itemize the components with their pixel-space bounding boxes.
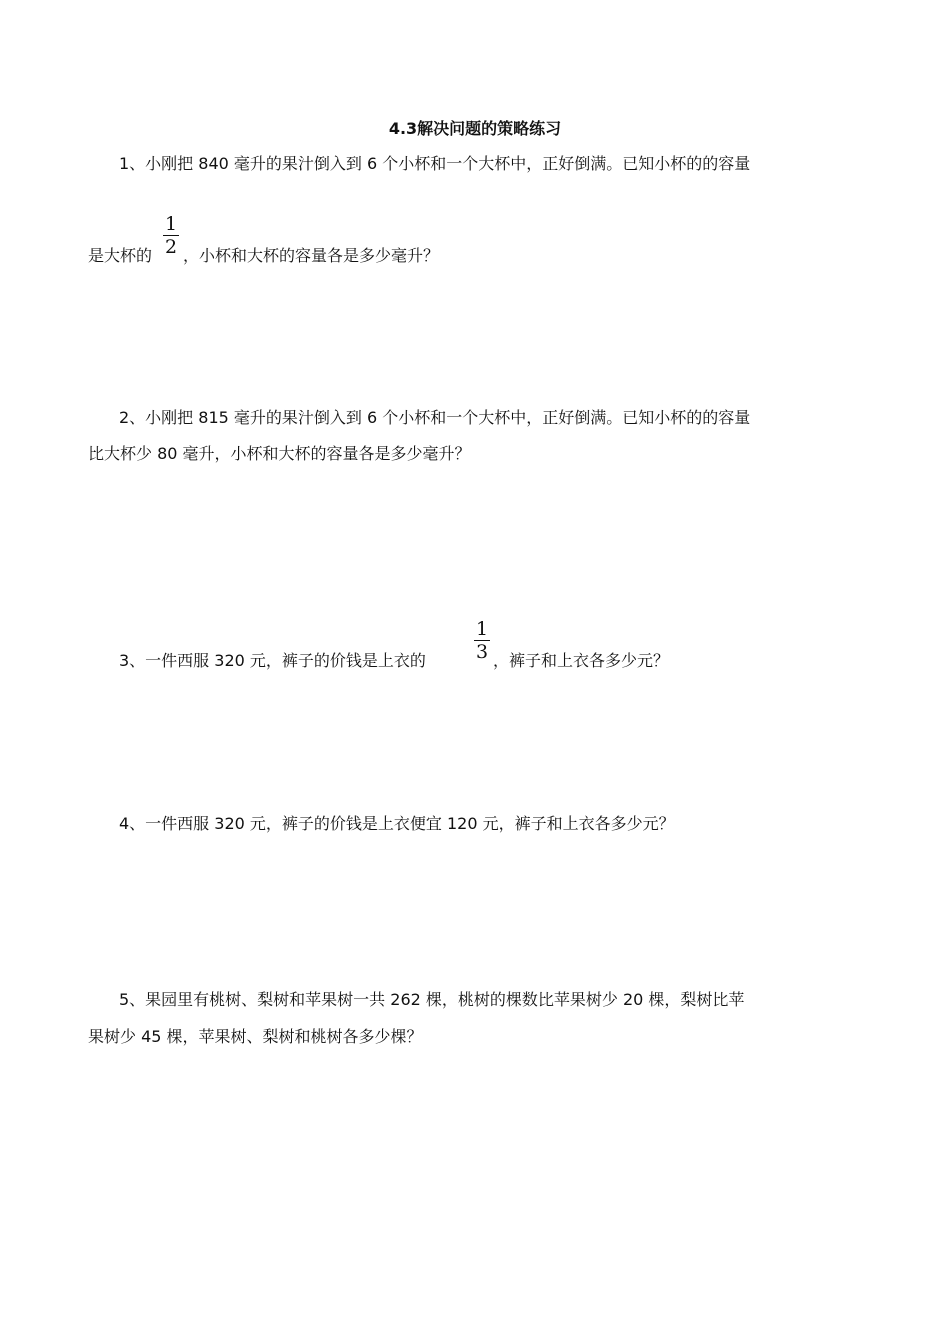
problem-5-line-2: 果树少 45 棵，苹果树、梨树和桃树各多少棵？ — [88, 1027, 423, 1046]
problem-1-line-1: 1、小刚把 840 毫升的果汁倒入到 6 个小杯和一个大杯中，正好倒满。已知小杯的的容量 — [119, 154, 751, 173]
problem-3-fraction — [474, 619, 490, 662]
page-title: 4.3解决问题的策略练习 — [388, 119, 562, 138]
problem-3-line-1-after: ，裤子和上衣各多少元？ — [493, 651, 670, 670]
fraction-denominator: 3 — [475, 641, 489, 663]
problem-5-line-1: 5、果园里有桃树、梨树和苹果树一共 262 棵，桃树的棵数比苹果树少 20 棵，梨树比苹 — [119, 990, 745, 1009]
problem-3-line-1-before: 3、一件西服 320 元，裤子的价钱是上衣的 — [119, 651, 426, 670]
problem-2-line-1: 2、小刚把 815 毫升的果汁倒入到 6 个小杯和一个大杯中，正好倒满。已知小杯的的容量 — [119, 408, 751, 427]
problem-2-line-2: 比大杯少 80 毫升，小杯和大杯的容量各是多少毫升？ — [88, 444, 471, 463]
problem-1-line-2-before: 是大杯的 — [88, 246, 153, 265]
problem-1-line-2-after: ，小杯和大杯的容量各是多少毫升？ — [183, 246, 440, 265]
problem-1-fraction — [163, 214, 179, 257]
fraction-numerator: 1 — [475, 618, 489, 640]
fraction-numerator: 1 — [164, 213, 178, 235]
problem-4-line-1: 4、一件西服 320 元，裤子的价钱是上衣便宜 120 元，裤子和上衣各多少元？ — [119, 814, 675, 833]
fraction-denominator: 2 — [164, 236, 178, 258]
